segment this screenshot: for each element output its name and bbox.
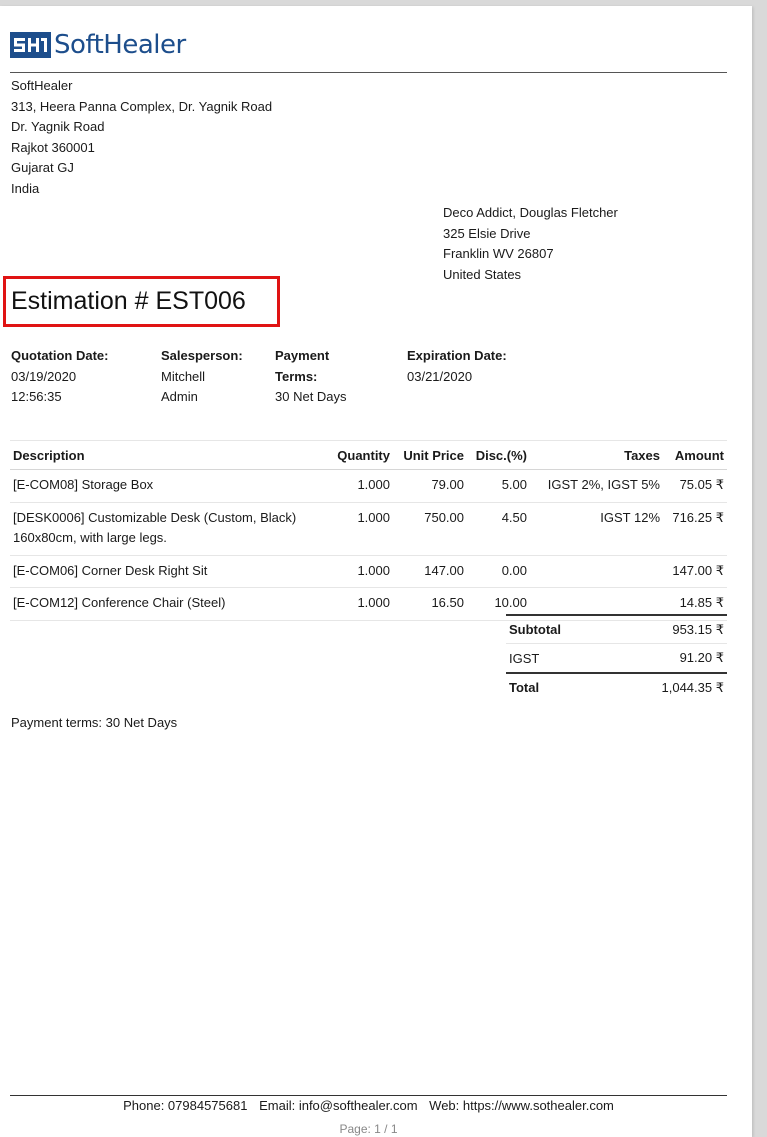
cell-amount: 75.05 ₹ (663, 470, 727, 503)
cell-description: [E-COM08] Storage Box (10, 470, 330, 503)
cell-description (10, 502, 330, 555)
cell-quantity: 1.000 (330, 502, 393, 555)
expiration-date-block (407, 346, 507, 387)
footer-phone: Phone: 07984575681 (123, 1098, 248, 1113)
company-logo (10, 26, 186, 64)
cell-taxes: IGST 2%, IGST 5% (530, 470, 663, 503)
total-value: 1,044.35 ₹ (661, 679, 724, 695)
document-title: Estimation # EST006 (11, 287, 246, 315)
footer-web: Web: https://www.sothealer.com (429, 1098, 614, 1113)
cell-amount: 716.25 ₹ (663, 502, 727, 555)
cell-description-line: 160x80cm, with large legs. (13, 530, 167, 546)
cell-discount: 10.00 (467, 588, 530, 621)
logo-text: SoftHealer (54, 30, 186, 60)
page-number: Page: 1 / 1 (339, 1122, 398, 1136)
table-row (10, 502, 727, 555)
cell-description: [E-COM12] Conference Chair (Steel) (10, 588, 330, 621)
cell-amount: 147.00 ₹ (663, 555, 727, 588)
header-unit-price: Unit Price (393, 441, 467, 470)
footer-divider (10, 1095, 727, 1096)
cell-discount: 0.00 (467, 555, 530, 588)
tax-label: IGST (509, 650, 540, 666)
cell-amount: 14.85 ₹ (663, 588, 727, 621)
company-address-line: 313, Heera Panna Complex, Dr. Yagnik Road (11, 98, 273, 114)
footer-email: Email: info@softhealer.com (259, 1098, 418, 1113)
client-address-line: Deco Addict, Douglas Fletcher (443, 205, 618, 220)
header-taxes: Taxes (530, 441, 663, 470)
document-page (0, 6, 752, 1137)
cell-unit-price: 79.00 (393, 470, 467, 503)
payment-terms-value: 30 Net Days (275, 389, 347, 405)
cell-unit-price: 16.50 (393, 588, 467, 621)
header-quantity: Quantity (330, 441, 393, 470)
cell-unit-price: 750.00 (393, 502, 467, 555)
expiration-date-label: Expiration Date: (407, 348, 507, 363)
cell-quantity: 1.000 (330, 555, 393, 588)
company-address-line: Rajkot 360001 (11, 139, 95, 155)
company-address-line: India (11, 180, 40, 196)
header-discount: Disc.(%) (467, 441, 530, 470)
table-row (10, 470, 727, 503)
payment-terms-label: Payment (275, 348, 330, 363)
salesperson-block (161, 346, 243, 408)
cell-unit-price: 147.00 (393, 555, 467, 588)
company-address-line: SoftHealer (11, 78, 73, 93)
tax-row (506, 643, 727, 672)
total-row (506, 672, 727, 701)
salesperson-first-name: Mitchell (161, 368, 206, 384)
cell-taxes: IGST 12% (530, 502, 663, 555)
cell-quantity: 1.000 (330, 470, 393, 503)
table-header-row (10, 441, 727, 470)
company-address-line: Gujarat GJ (11, 160, 74, 176)
tax-value: 91.20 ₹ (679, 650, 724, 665)
header-divider (10, 72, 727, 73)
header-description: Description (10, 441, 330, 470)
quotation-time-value: 12:56:35 (11, 389, 62, 405)
subtotal-row (506, 614, 727, 643)
client-address (443, 203, 618, 285)
cell-discount: 5.00 (467, 470, 530, 503)
header-amount: Amount (663, 441, 727, 470)
subtotal-value: 953.15 ₹ (672, 621, 724, 637)
payment-terms-note: Payment terms: 30 Net Days (11, 715, 178, 730)
table-row (10, 555, 727, 588)
softhealer-logo-icon (10, 32, 51, 58)
total-label: Total (509, 680, 540, 695)
quotation-date-label: Quotation Date: (11, 348, 109, 363)
footer (10, 1098, 727, 1113)
salesperson-label: Salesperson: (161, 348, 243, 363)
expiration-date-value: 03/21/2020 (407, 368, 473, 384)
payment-terms-label-2: Terms: (275, 368, 318, 384)
cell-taxes (530, 555, 663, 588)
subtotal-label: Subtotal (509, 622, 561, 637)
company-address (11, 76, 272, 200)
client-address-line: 325 Elsie Drive (443, 225, 531, 241)
cell-discount: 4.50 (467, 502, 530, 555)
client-address-line: Franklin WV 26807 (443, 246, 554, 262)
order-lines-table (10, 440, 727, 621)
quotation-date-block (11, 346, 109, 408)
cell-description-line: [DESK0006] Customizable Desk (Custom, Black) (13, 509, 297, 525)
cell-quantity: 1.000 (330, 588, 393, 621)
client-address-line: United States (443, 266, 522, 282)
quotation-date-value: 03/19/2020 (11, 368, 77, 384)
payment-terms-block (275, 346, 347, 408)
totals-block (506, 614, 727, 701)
company-address-line: Dr. Yagnik Road (11, 119, 105, 135)
salesperson-last-name: Admin (161, 389, 198, 405)
cell-description: [E-COM06] Corner Desk Right Sit (10, 555, 330, 588)
